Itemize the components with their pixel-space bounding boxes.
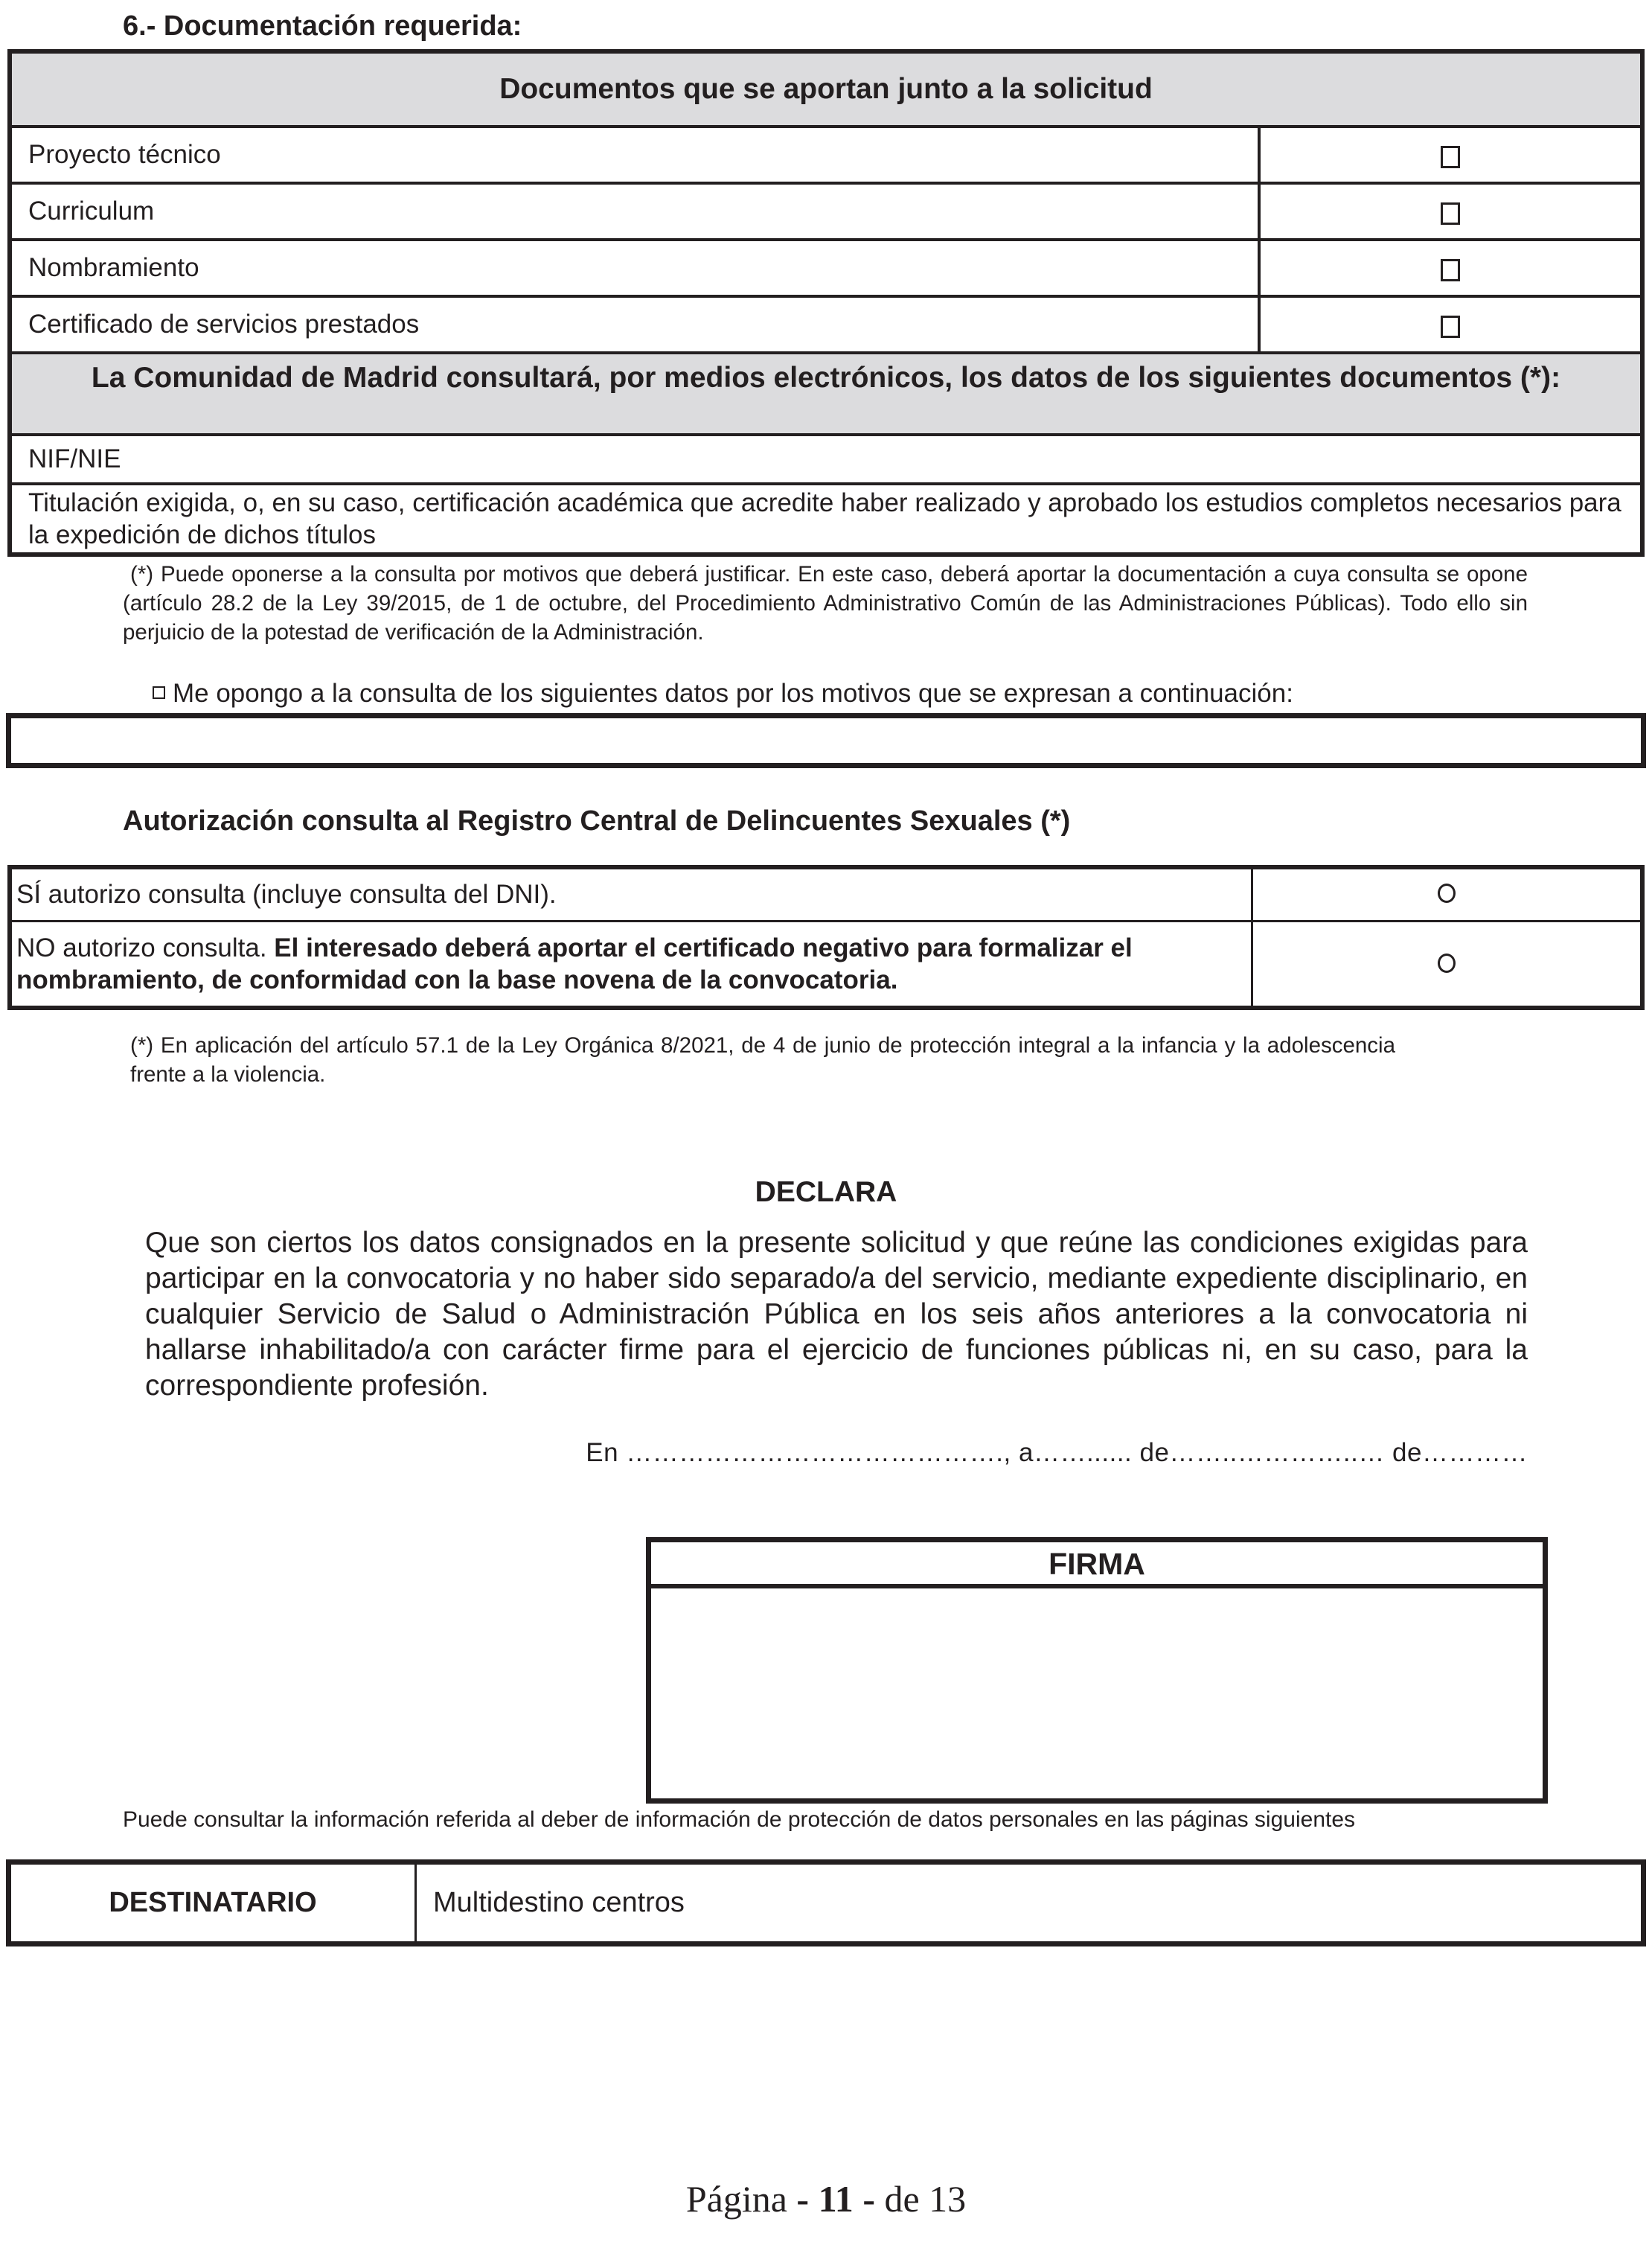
document-label: Certificado de servicios prestados: [10, 296, 1259, 353]
declaration-title: DECLARA: [755, 1176, 897, 1208]
page-number: [0, 2177, 1652, 2220]
checkbox-certificado-servicios[interactable]: [1441, 316, 1460, 338]
checkbox-curriculum[interactable]: [1441, 202, 1460, 225]
oppose-checkbox[interactable]: [153, 686, 165, 699]
page-sep: -: [853, 2178, 885, 2220]
documents-table-header: Documentos que se aportan junto a la solicitud: [10, 51, 1642, 127]
authorization-footnote: (*) En aplicación del artículo 57.1 de la Ley Orgánica 8/2021, de 4 de junio de protección integral a la infancia y la adolescencia frente a la violencia.: [130, 1033, 1395, 1087]
documents-table: [7, 49, 1645, 557]
page-total: 13: [929, 2178, 967, 2220]
authorization-table: [7, 865, 1645, 1010]
table-row: [10, 240, 1642, 296]
signature-box[interactable]: [646, 1537, 1548, 1804]
table-row: [10, 183, 1642, 240]
declaration-text: Que son ciertos los datos consignados en la presente solicitud y que reúne las condiciones exigidas para participar en la convocatoria y no haber sido separado/a del servicio, mediante expediente disciplinario, en cualquier Servicio de Salud o Administración Pública en los seis años anteriores a la convocatoria ni hallarse inhabilitado/a con carácter firme para el ejercicio de funciones públicas ni, en su caso, para la correspondiente profesión.: [145, 1227, 1528, 1402]
authorization-title: Autorización consulta al Registro Central de Delincuentes Sexuales (*): [123, 805, 1071, 837]
oppose-line: [153, 679, 1293, 709]
consult-header: La Comunidad de Madrid consultará, por medios electrónicos, los datos de los siguientes documentos (*):: [10, 353, 1642, 435]
recipient-label: DESTINATARIO: [11, 1865, 417, 1941]
consult-item-titulacion: Titulación exigida, o, en su caso, certificación académica que acredite haber realizado y aprobado los estudios completos necesarios para la expedición de dichos títulos: [10, 484, 1642, 555]
document-label: Nombramiento: [10, 240, 1259, 296]
recipient-value: Multidestino centros: [433, 1887, 685, 1918]
oppose-reason-field[interactable]: [6, 713, 1646, 768]
radio-authorize-yes[interactable]: [1438, 884, 1456, 903]
page-sep: -: [787, 2178, 819, 2220]
page-current: 11: [818, 2178, 854, 2220]
table-row: [10, 922, 1642, 1009]
section-title: 6.- Documentación requerida:: [123, 10, 522, 42]
document-label: Curriculum: [10, 183, 1259, 240]
oppose-label: Me opongo a la consulta de los siguientes datos por los motivos que se expresan a continuación:: [173, 679, 1293, 708]
table-row: [10, 296, 1642, 353]
checkbox-proyecto-tecnico[interactable]: [1441, 146, 1460, 168]
authorize-no-label: [10, 922, 1252, 1009]
table-row: [10, 867, 1642, 922]
table-row: [10, 435, 1642, 484]
signature-title: FIRMA: [651, 1542, 1543, 1588]
radio-authorize-no[interactable]: [1438, 954, 1456, 973]
date-place-line[interactable]: En ……………………………………., a……...... de……..…………..… de…………: [586, 1438, 1528, 1467]
document-label: Proyecto técnico: [10, 127, 1259, 183]
consult-footnote: (*) Puede oponerse a la consulta por motivos que deberá justificar. En este caso, deberá aportar la documentación a cuya consulta se opone (artículo 28.2 de la Ley 39/2015, de 1 de octubre, del Procedimiento Administrativo Común de las Administraciones Públicas). Todo ello sin perjuicio de la potestad de verificación de la Administración.: [123, 562, 1528, 645]
table-row: [10, 127, 1642, 183]
checkbox-nombramiento[interactable]: [1441, 259, 1460, 281]
page-prefix: Página: [685, 2178, 787, 2220]
authorize-no-text: NO autorizo consulta.: [16, 933, 275, 962]
consult-item-nif: NIF/NIE: [10, 435, 1642, 484]
privacy-note: Puede consultar la información referida al deber de información de protección de datos personales en las páginas siguientes: [123, 1807, 1356, 1832]
table-row: [10, 484, 1642, 555]
page-de: de: [884, 2178, 920, 2220]
authorize-yes-label: SÍ autorizo consulta (incluye consulta del DNI).: [10, 867, 1252, 922]
recipient-box: [6, 1859, 1646, 1946]
authorize-no-bold-text: El interesado deberá aportar el certificado negativo para formalizar el nombramiento, de conformidad con la base novena de la convocatoria.: [16, 933, 1133, 994]
